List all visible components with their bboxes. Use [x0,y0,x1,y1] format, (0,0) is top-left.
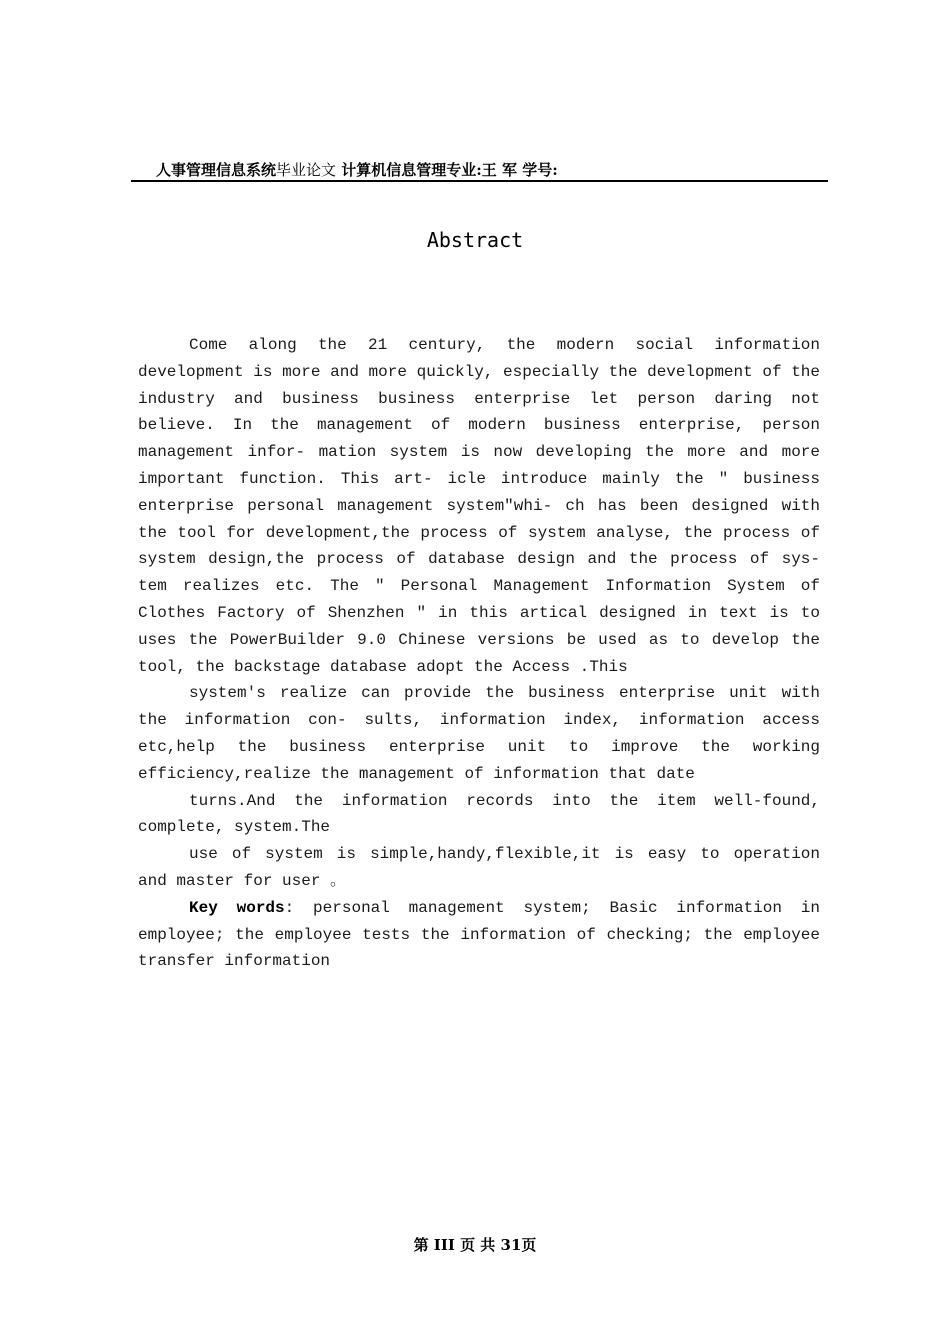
page-title: Abstract [426,228,524,252]
abstract-paragraph: Come along the 21 century, the modern social information development is more and more quickly, especially the development of the industry and business business enterprise let person daring not believe. In the management of modern business enterprise, person management infor- mation system is now developing the more and more important function. This art- icle introduce mainly the ″ business enterprise personal management system″whi- ch has been designed with the tool for development,the process of system analyse, the process of system design,the process of database design and the process of sys- tem realizes etc. The ″ Personal Management Information System of Clothes Factory of Shenzhen ″ in this artical designed in text is to uses the PowerBuilder 9.0 Chinese versions be used as to develop the tool, the backstage database adopt the Access .This [138,336,820,676]
keywords-label: Key words [189,898,285,917]
running-header [156,159,558,180]
page-footer: 第 III 页 共 31页 [413,1236,537,1254]
abstract-body [138,332,820,975]
abstract-paragraph: use of system is simple,handy,flexible,it is easy to operation and master for user 。 [138,845,820,890]
header-divider [131,180,828,182]
keywords-text: : personal management system; Basic information in employee; the employee tests the information of checking; the employee transfer information [138,898,821,971]
header-thesis-label: 毕业论文 [276,161,337,179]
header-author-info: 计算机信息管理专业:王 军 学号: [336,161,558,179]
abstract-paragraph: system′s realize can provide the business enterprise unit with the information con- sults, information index, information access etc,help the business enterprise unit to improve the working efficiency,realize the management of information that date [138,684,820,783]
keywords-paragraph [138,895,820,975]
abstract-paragraph: turns.And the information records into the item well-found, complete, system.The [138,791,820,837]
header-system-name: 人事管理信息系统 [156,161,277,179]
